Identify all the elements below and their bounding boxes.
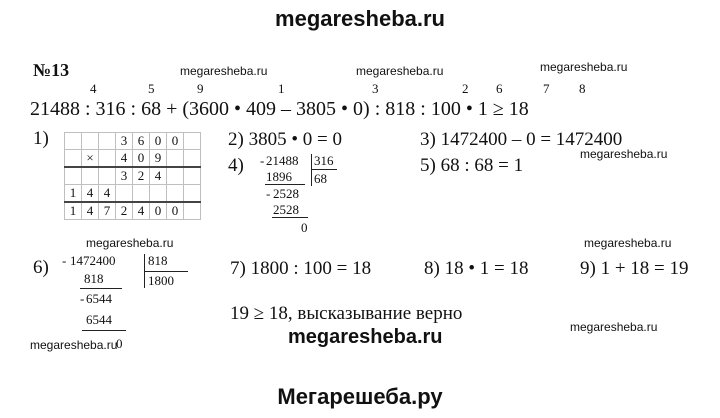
division-remainder: 6544: [86, 291, 112, 306]
division-dividend: 1472400: [70, 253, 116, 268]
grid-cell: [133, 185, 150, 203]
grid-cell: [167, 167, 184, 185]
multiplication-sign: [82, 133, 99, 150]
grid-cell: [150, 185, 167, 203]
step-6-label: 6): [33, 257, 49, 278]
problem-number: №13: [33, 60, 70, 80]
watermark-small: megaresheba.ru: [30, 338, 118, 352]
watermark-small: megaresheba.ru: [580, 147, 668, 161]
watermark-small: megaresheba.ru: [86, 236, 174, 250]
grid-cell: [99, 133, 116, 150]
order-mark: 4: [90, 81, 97, 96]
grid-cell: [184, 133, 201, 150]
order-mark: 9: [197, 81, 204, 96]
grid-cell: 3: [116, 167, 133, 185]
order-mark: 3: [372, 81, 379, 96]
step-1-label: 1): [33, 128, 49, 149]
division-quotient: 1800: [148, 273, 174, 288]
grid-cell: 0: [150, 202, 167, 220]
grid-cell: 2: [133, 167, 150, 185]
multiplication-sign: ×: [82, 150, 99, 168]
division-final-remainder: 0: [301, 220, 308, 235]
grid-cell: [116, 185, 133, 203]
grid-cell: 0: [133, 150, 150, 168]
subtraction-line: [272, 217, 308, 218]
problem-expression: 21488 : 316 : 68 + (3600 • 409 – 3805 • 0) : 818 : 100 • 1 ≥ 18: [30, 98, 529, 120]
grid-cell: [167, 185, 184, 203]
minus-sign: -: [62, 253, 67, 268]
division-remainder: 2528: [273, 186, 299, 201]
step-7: 7) 1800 : 100 = 18: [230, 258, 372, 279]
multiplication-grid: [64, 132, 201, 220]
division-dividend: 21488: [266, 153, 299, 168]
order-mark: 8: [579, 81, 586, 96]
grid-cell: [65, 133, 82, 150]
conclusion: 19 ≥ 18, высказывание верно: [230, 303, 463, 324]
site-watermark-top: megaresheba.ru: [275, 6, 445, 31]
minus-sign: -: [260, 153, 265, 168]
division-line: [144, 271, 188, 272]
grid-cell: [184, 185, 201, 203]
grid-cell: 7: [99, 202, 116, 220]
watermark-middle: megaresheba.ru: [288, 326, 443, 348]
grid-cell: 0: [150, 133, 167, 150]
division-line: [311, 169, 337, 170]
grid-cell: [82, 167, 99, 185]
grid-cell: [184, 202, 201, 220]
grid-cell: 6: [133, 133, 150, 150]
division-divisor: 818: [148, 253, 168, 268]
grid-cell: [65, 167, 82, 185]
grid-cell: 0: [167, 133, 184, 150]
grid-cell: [167, 150, 184, 168]
grid-cell: 9: [150, 150, 167, 168]
division-subtrahend: 1896: [266, 169, 292, 184]
minus-sign: -: [266, 186, 271, 201]
division-quotient: 68: [314, 171, 327, 186]
subtraction-line: [82, 330, 126, 331]
grid-cell: [184, 167, 201, 185]
grid-cell: 4: [82, 202, 99, 220]
minus-sign: -: [80, 291, 85, 306]
grid-cell: 4: [133, 202, 150, 220]
step-4-label: 4): [228, 155, 244, 176]
order-mark: 5: [148, 81, 155, 96]
subtraction-line: [80, 288, 122, 289]
order-mark: 6: [496, 81, 503, 96]
grid-cell: 1: [65, 202, 82, 220]
division-subtrahend: 6544: [86, 312, 112, 327]
grid-cell: 4: [82, 185, 99, 203]
watermark-small: megaresheba.ru: [570, 320, 658, 334]
division-subtrahend: 2528: [273, 202, 299, 217]
division-subtrahend: 818: [84, 271, 104, 286]
grid-cell: [99, 150, 116, 168]
grid-cell: [184, 150, 201, 168]
grid-cell: [99, 167, 116, 185]
watermark-small: megaresheba.ru: [540, 60, 628, 74]
watermark-small: megaresheba.ru: [356, 64, 444, 78]
step-2: 2) 3805 • 0 = 0: [228, 129, 342, 150]
grid-cell: 0: [167, 202, 184, 220]
site-watermark-bottom: Мегарешеба.ру: [277, 384, 443, 409]
division-bar: [311, 154, 312, 186]
grid-cell: [65, 150, 82, 168]
order-mark: 7: [543, 81, 550, 96]
step-3: 3) 1472400 – 0 = 1472400: [420, 129, 623, 150]
step-5: 5) 68 : 68 = 1: [420, 155, 524, 176]
grid-cell: 4: [116, 150, 133, 168]
order-mark: 1: [278, 81, 285, 96]
order-mark: 2: [462, 81, 469, 96]
grid-cell: 3: [116, 133, 133, 150]
watermark-small: megaresheba.ru: [584, 236, 672, 250]
step-8: 8) 18 • 1 = 18: [424, 258, 529, 279]
grid-cell: 4: [99, 185, 116, 203]
watermark-small: megaresheba.ru: [180, 64, 268, 78]
division-final-remainder: 0: [116, 336, 123, 351]
subtraction-line: [265, 184, 305, 185]
grid-cell: 2: [116, 202, 133, 220]
grid-cell: 1: [65, 185, 82, 203]
division-divisor: 316: [314, 153, 334, 168]
grid-cell: 4: [150, 167, 167, 185]
step-9: 9) 1 + 18 = 19: [580, 258, 689, 279]
